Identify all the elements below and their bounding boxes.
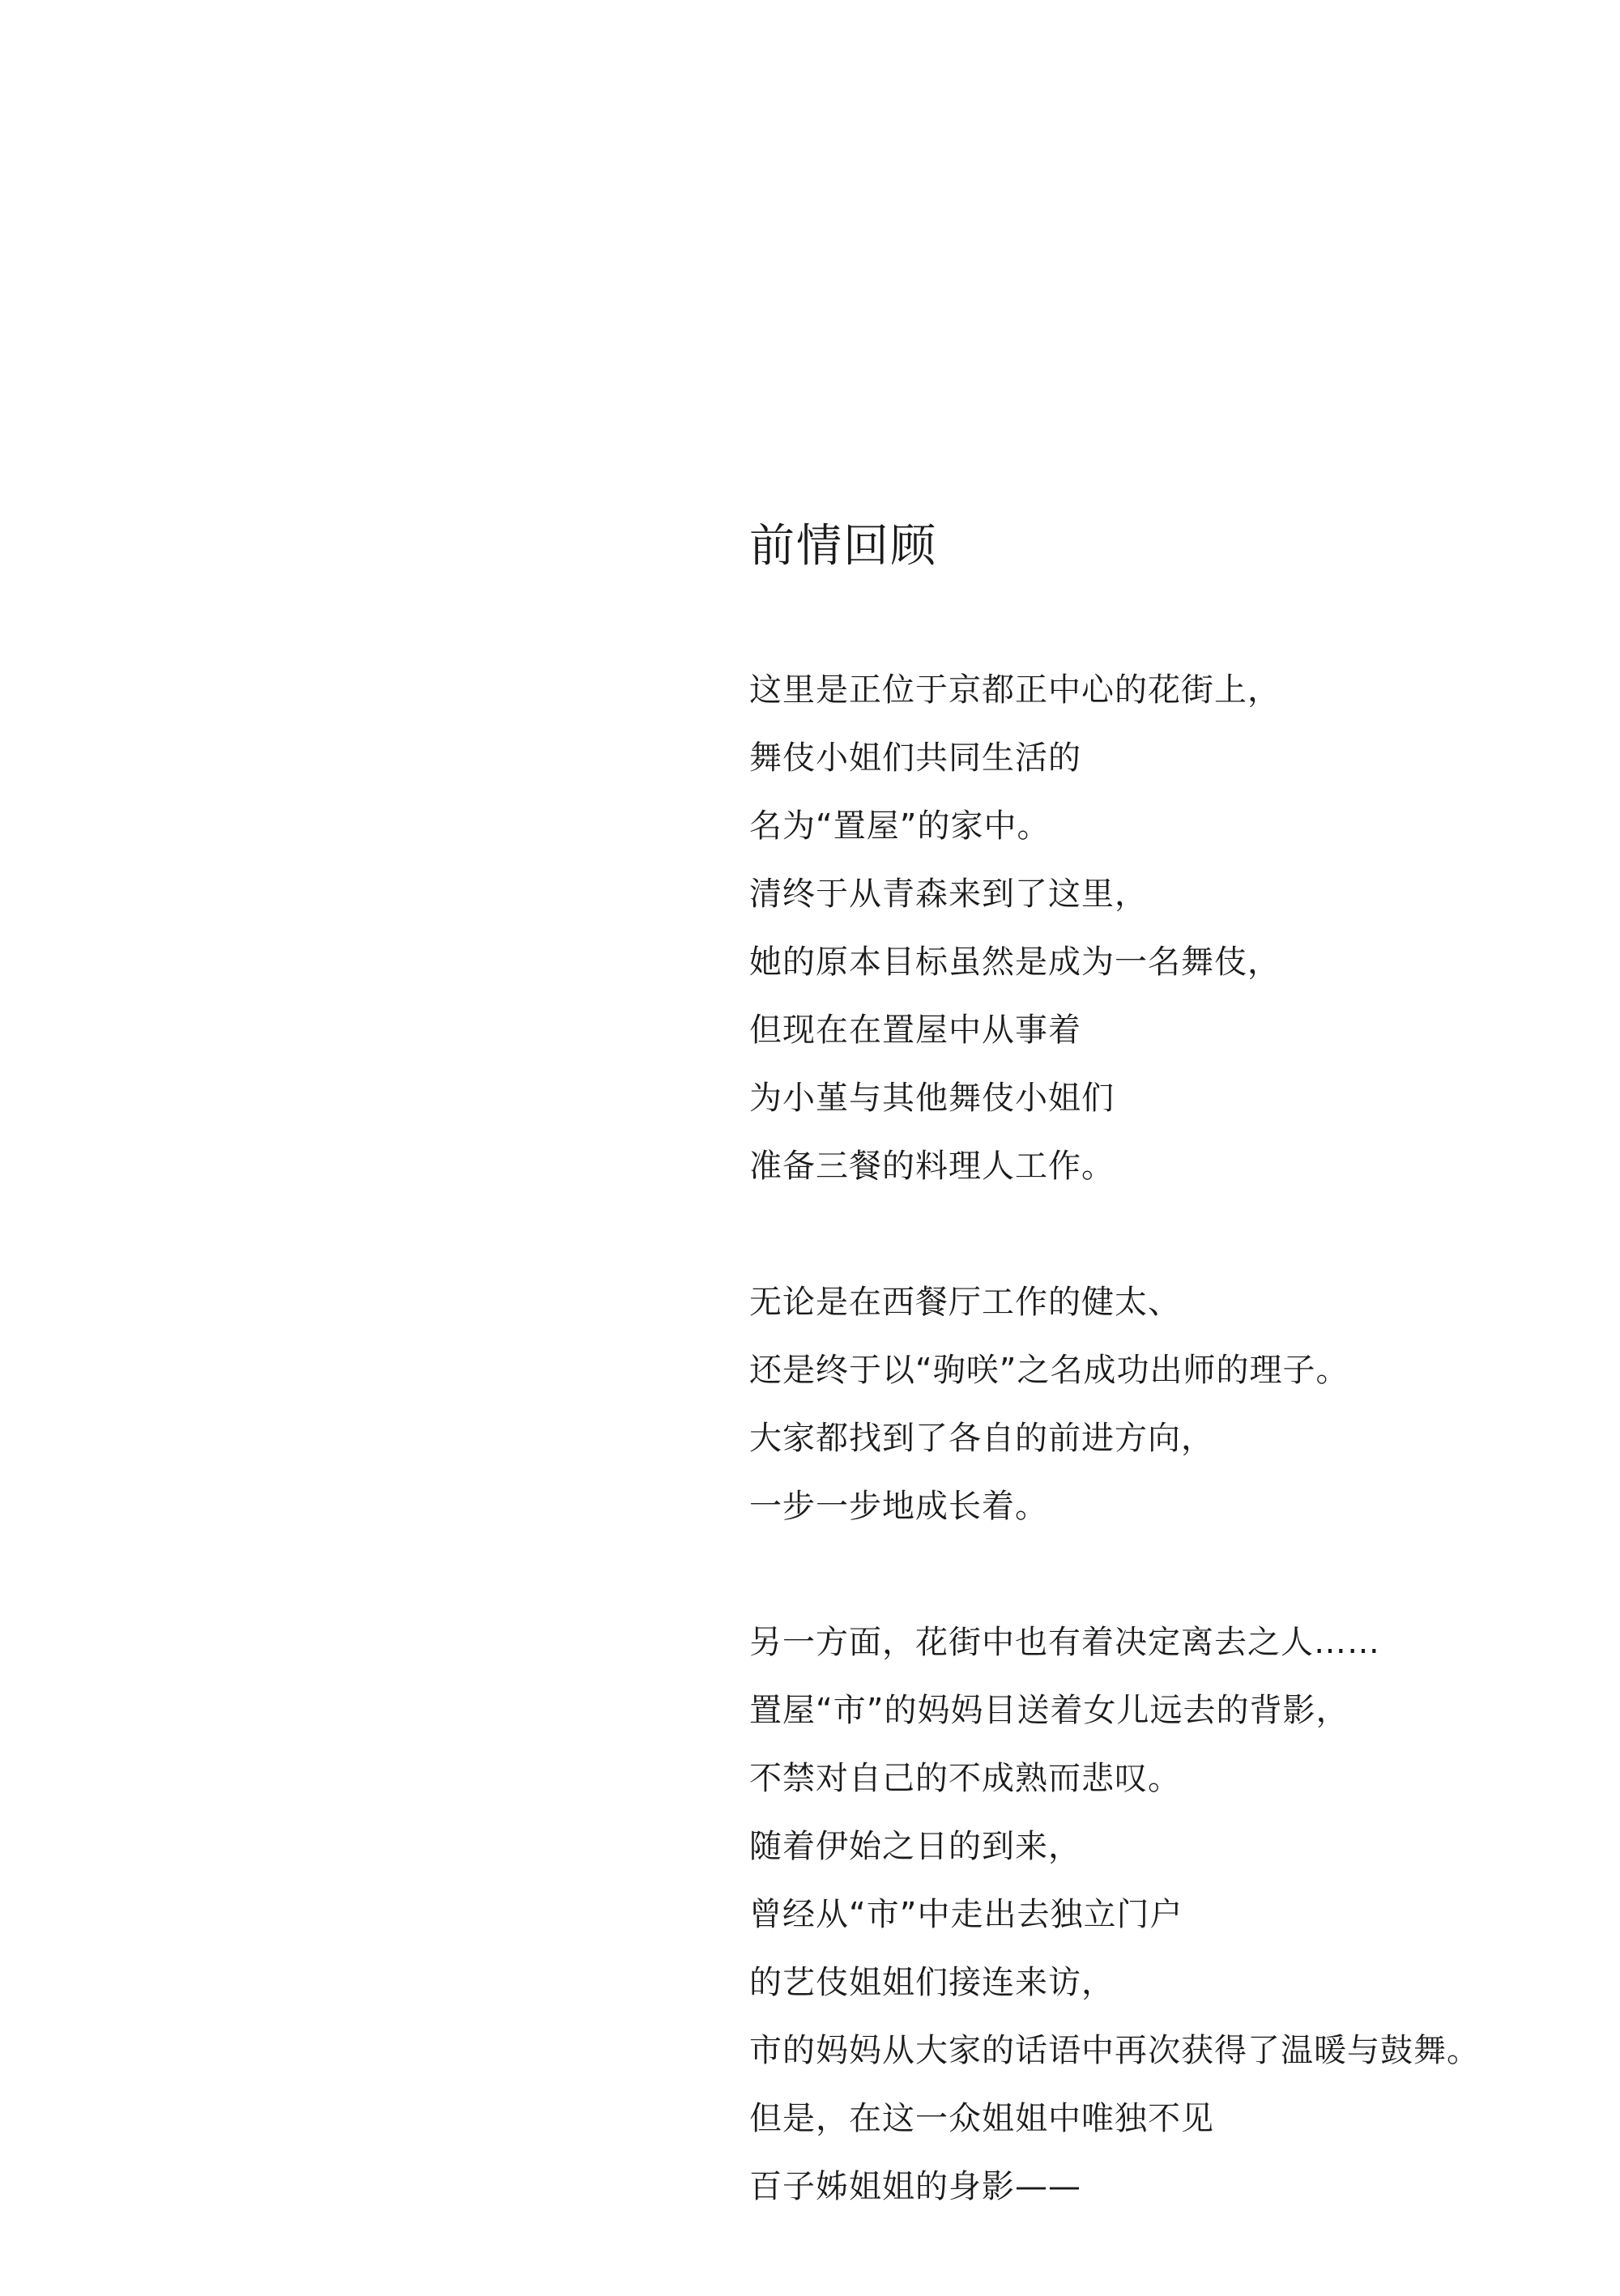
- text-line: 百子姊姐姐的身影——: [749, 2168, 1081, 2205]
- text-line: 置屋“市”的妈妈目送着女儿远去的背影，: [749, 1692, 1349, 1729]
- text-line: 准备三餐的料理人工作。: [749, 1148, 1115, 1185]
- text-line: 市的妈妈从大家的话语中再次获得了温暖与鼓舞。: [749, 2032, 1480, 2069]
- text-line: 为小堇与其他舞伎小姐们: [749, 1080, 1115, 1117]
- page-title: 前情回顾: [749, 520, 937, 573]
- text-line: 大家都找到了各自的前进方向，: [749, 1420, 1214, 1457]
- text-line: 无论是在西餐厅工作的健太、: [749, 1284, 1181, 1321]
- text-line: 名为“置屋”的家中。: [749, 807, 1051, 845]
- text-line: 另一方面，花街中也有着决定离去之人……: [749, 1624, 1380, 1661]
- paragraph-2: [749, 1268, 1600, 1540]
- text-line: 她的原本目标虽然是成为一名舞伎，: [749, 944, 1281, 981]
- text-line: 还是终于以“驹咲”之名成功出师的理子。: [749, 1352, 1349, 1389]
- paragraph-3: [749, 1608, 1600, 2221]
- text-line: 曾经从“市”中走出去独立门户: [749, 1896, 1183, 1933]
- paragraph-1: [749, 656, 1600, 1200]
- text-line: 随着伊始之日的到来，: [749, 1828, 1081, 1865]
- text-line: 但是，在这一众姐姐中唯独不见: [749, 2100, 1214, 2137]
- text-line: 不禁对自己的不成熟而悲叹。: [749, 1760, 1181, 1797]
- text-line: 舞伎小姐们共同生活的: [749, 739, 1081, 777]
- text-line: 清终于从青森来到了这里，: [749, 875, 1148, 913]
- text-line: 的艺伎姐姐们接连来访，: [749, 1964, 1115, 2001]
- text-line: 一步一步地成长着。: [749, 1488, 1048, 1525]
- text-line: 但现在在置屋中从事着: [749, 1012, 1081, 1049]
- text-line: 这里是正位于京都正中心的花街上，: [749, 671, 1281, 709]
- recap-section: [749, 510, 1600, 2221]
